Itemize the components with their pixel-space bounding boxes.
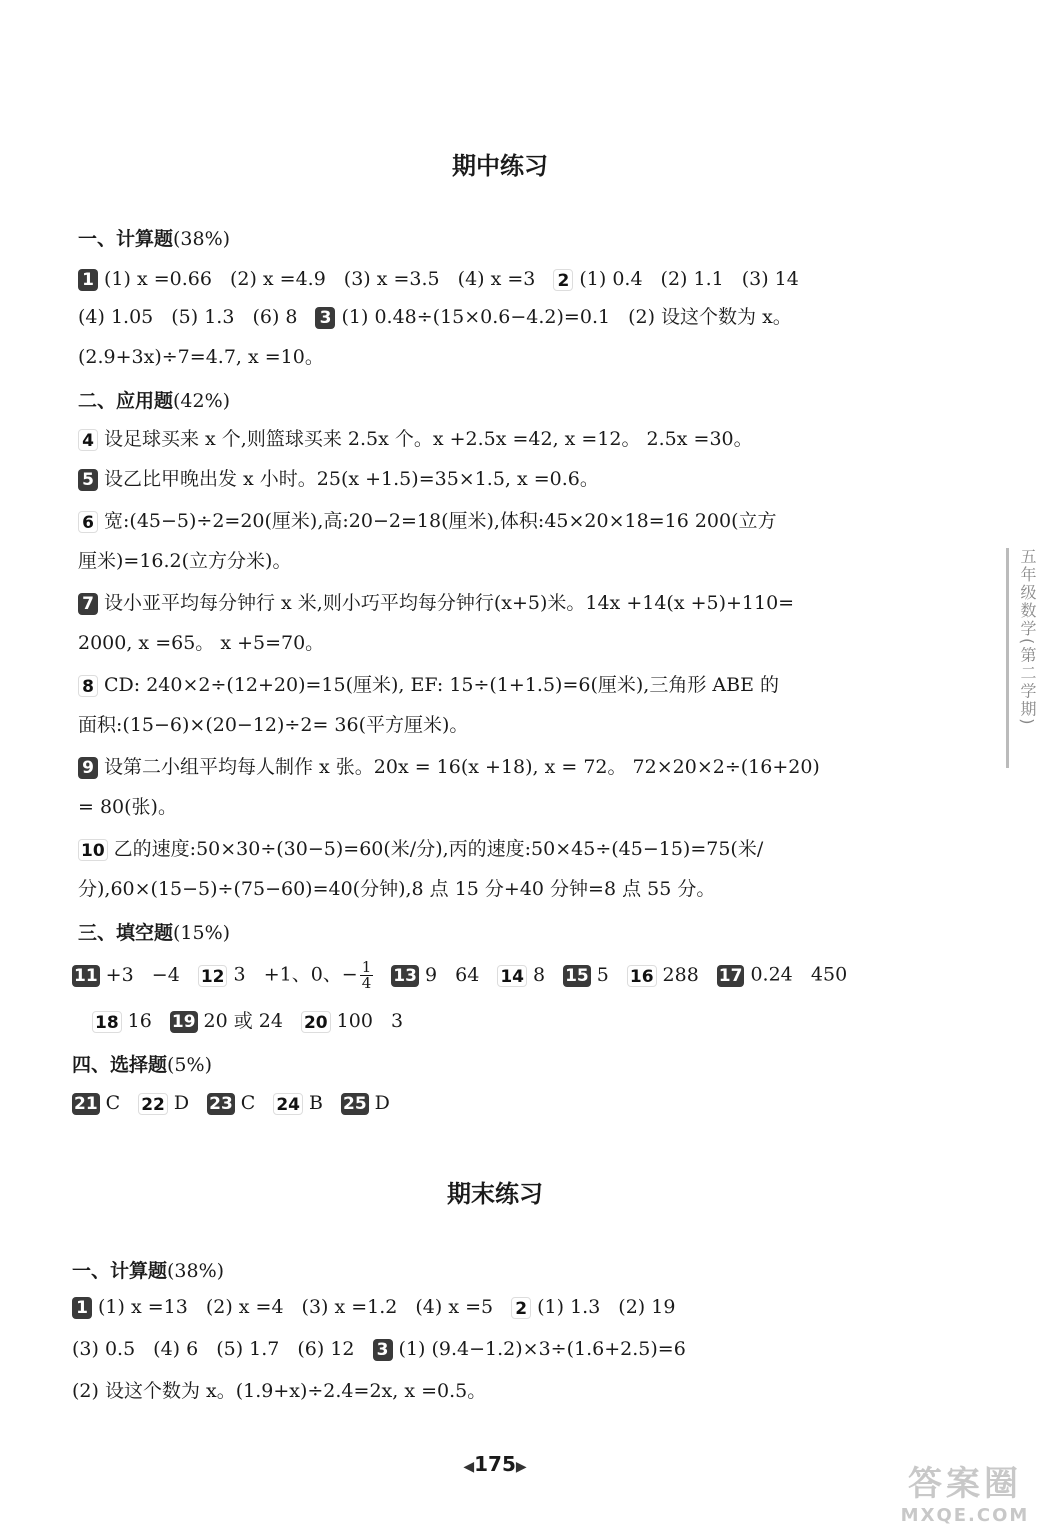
page-number-text: 175: [474, 1452, 516, 1476]
answer-text: C: [105, 1092, 121, 1114]
question-badge: 21: [74, 1094, 98, 1114]
answer-text: 宽:(45−5)÷2=20(厘米),高:20−2=18(厘米),体积:45×20×18=16 200(立方: [104, 510, 777, 532]
question-badge: 18: [92, 1011, 122, 1033]
question-badge: 9: [78, 757, 98, 779]
answer-line: [78, 674, 949, 697]
answer-line: 2000, x =65。 x +5=70。: [78, 632, 325, 654]
question-badge: 13: [393, 965, 417, 986]
question-badge: 19: [171, 1012, 196, 1032]
answer-text: (1) 0.4: [579, 268, 643, 290]
answer-text: C: [240, 1092, 256, 1114]
question-badge: 5: [78, 469, 98, 491]
answer-text: 乙的速度:50×30÷(30−5)=60(米/分),丙的速度:50×45÷(45−15)=75(米/: [113, 838, 764, 860]
answer-text: (6) 12: [297, 1338, 355, 1360]
question-badge: 7: [78, 593, 98, 615]
answer-line: [78, 592, 949, 615]
question-badge: 14: [497, 965, 527, 987]
answer-line: [72, 1092, 949, 1115]
question-badge: 8: [78, 675, 98, 697]
section-percent: (5%): [167, 1054, 212, 1076]
answer-text: 20 或 24: [203, 1010, 283, 1032]
final-section-calc-heading: [72, 1256, 224, 1283]
answer-text: 3 +1、0、−: [233, 963, 358, 986]
question-badge: 24: [273, 1093, 303, 1115]
answer-text: (2) x =4: [205, 1296, 284, 1318]
final-title: 期末练习: [447, 1180, 543, 1208]
answer-line: [92, 1010, 949, 1033]
answer-text: B: [309, 1092, 323, 1114]
answer-line: = 80(张)。: [78, 796, 177, 818]
answer-text: D: [173, 1092, 190, 1114]
answer-line: 分),60×(15−5)÷(75−60)=40(分钟),8 点 15 分+40 分钟=8 点 55 分。: [78, 878, 716, 900]
section-label: 三、填空题: [78, 922, 174, 944]
section-percent: (38%): [173, 228, 231, 250]
question-badge: 16: [627, 965, 657, 987]
answer-text: 设足球买来 x 个,则篮球买来 2.5x 个。x +2.5x =42, x =12。 2.5x =30。: [104, 428, 753, 450]
answer-text: +3 −4: [105, 963, 180, 986]
section-label: 一、计算题: [72, 1260, 168, 1282]
answer-text: (2) 设这个数为 x。: [628, 306, 792, 328]
answer-text: 8: [533, 963, 546, 986]
watermark-logo: [885, 1456, 1045, 1526]
answer-text: (1) x =0.66: [104, 268, 212, 290]
answer-text: (4) 1.05: [78, 306, 154, 328]
fraction-denominator: 4: [361, 974, 372, 992]
answer-line: [78, 306, 949, 329]
answer-text: CD: 240×2÷(12+20)=15(厘米), EF: 15÷(1+1.5)=6(厘米),三角形 ABE 的: [104, 674, 779, 696]
question-badge: 23: [209, 1094, 233, 1114]
answer-line: [78, 468, 949, 491]
question-badge: 22: [138, 1093, 168, 1115]
question-badge: 20: [301, 1011, 331, 1033]
answer-text: 100 3: [336, 1010, 404, 1032]
left-arrow-icon: ◀: [463, 1459, 475, 1475]
question-badge: 2: [511, 1297, 531, 1319]
answer-text: 设小亚平均每分钟行 x 米,则小巧平均每分钟行(x+5)米。14x +14(x +5)+110=: [104, 592, 795, 614]
answer-text: (5) 1.3: [171, 306, 235, 328]
answer-line: (2) 设这个数为 x。(1.9+x)÷2.4=2x, x =0.5。: [72, 1380, 487, 1402]
answer-text: 设第二小组平均每人制作 x 张。20x = 16(x +18), x = 72。 72×20×2÷(16+20): [104, 756, 820, 778]
question-badge: 3: [373, 1339, 393, 1361]
answer-line: [78, 428, 949, 451]
answer-line: [72, 1338, 949, 1361]
answer-line: [72, 1296, 949, 1319]
page-number: [460, 1452, 530, 1476]
section-application-heading: [78, 386, 230, 413]
fraction-numerator: 1: [361, 958, 372, 976]
section-fill-heading: [78, 918, 230, 945]
answer-text: (1) (9.4−1.2)×3÷(1.6+2.5)=6: [398, 1338, 686, 1360]
answer-text: 0.24 450: [750, 963, 848, 986]
fraction: [360, 960, 374, 991]
answer-line: 面积:(15−6)×(20−12)÷2= 36(平方厘米)。: [78, 714, 469, 736]
answer-text: 16: [127, 1010, 152, 1032]
answer-text: (2) 1.1: [660, 268, 724, 290]
section-percent: (42%): [173, 390, 231, 412]
answer-text: (4) 6: [153, 1338, 199, 1360]
answer-text: (5) 1.7: [216, 1338, 280, 1360]
question-badge: 1: [78, 269, 98, 291]
answer-text: 5: [596, 963, 609, 986]
answer-text: (2) 19: [618, 1296, 676, 1318]
watermark-top: 答案圈: [908, 1464, 1022, 1504]
answer-text: (6) 8: [252, 306, 298, 328]
question-badge: 12: [198, 965, 228, 987]
question-badge: 1: [72, 1297, 92, 1319]
answer-text: (2) x =4.9: [229, 268, 326, 290]
section-percent: (38%): [167, 1260, 225, 1282]
answer-text: (4) x =5: [415, 1296, 494, 1318]
answer-text: (1) 1.3: [537, 1296, 601, 1318]
question-badge: 4: [78, 429, 98, 451]
answer-line: [72, 960, 949, 991]
answer-text: (1) 0.48÷(15×0.6−4.2)=0.1: [341, 306, 611, 328]
answer-line: [78, 756, 949, 779]
question-badge: 2: [553, 269, 573, 291]
question-badge: 11: [74, 965, 98, 986]
midterm-title: 期中练习: [452, 152, 548, 180]
answer-line: (2.9+3x)÷7=4.7, x =10。: [78, 346, 324, 368]
question-badge: 10: [78, 839, 108, 861]
right-arrow-icon: ▶: [515, 1459, 527, 1475]
question-badge: 15: [565, 965, 589, 986]
answer-text: (3) 14: [741, 268, 799, 290]
section-label: 四、选择题: [72, 1054, 168, 1076]
side-book-tab: 五年级数学(第二学期): [1006, 548, 1039, 768]
section-label: 二、应用题: [78, 390, 174, 412]
answer-text: (3) x =1.2: [301, 1296, 398, 1318]
answer-text: 9 64: [424, 963, 480, 986]
watermark-bottom: MXQE.COM: [900, 1505, 1030, 1526]
question-badge: 17: [718, 965, 743, 986]
question-badge: 6: [78, 511, 98, 533]
section-label: 一、计算题: [78, 228, 174, 250]
answer-line: [78, 268, 949, 291]
question-badge: 3: [315, 307, 335, 329]
answer-line: [78, 838, 949, 861]
answer-text: (1) x =13: [98, 1296, 188, 1318]
answer-text: 288: [662, 963, 699, 986]
answer-text: (4) x =3: [457, 268, 536, 290]
section-calc-heading: [78, 224, 230, 251]
answer-text: 设乙比甲晚出发 x 小时。25(x +1.5)=35×1.5, x =0.6。: [104, 468, 599, 490]
answer-text: D: [374, 1092, 390, 1114]
question-badge: 25: [342, 1094, 367, 1114]
section-percent: (15%): [173, 922, 231, 944]
section-choice-heading: [72, 1050, 212, 1077]
answer-line: [78, 510, 949, 533]
answer-text: (3) 0.5: [72, 1338, 136, 1360]
answer-text: (3) x =3.5: [343, 268, 440, 290]
answer-line: 厘米)=16.2(立方分米)。: [78, 550, 292, 572]
